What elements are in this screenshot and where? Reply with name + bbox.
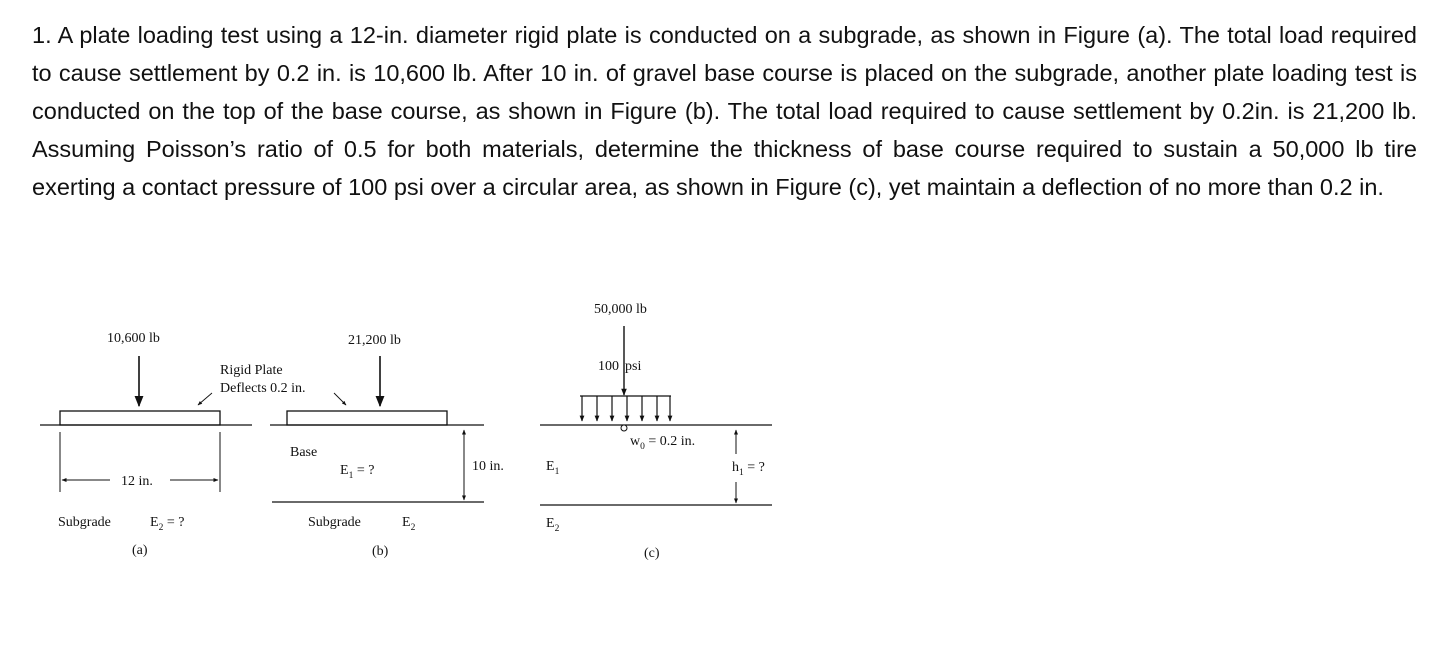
subgrade-a-label: Subgrade (58, 515, 111, 530)
rigid-plate-annotation (198, 363, 346, 405)
rigid-plate-label: Rigid Plate (220, 363, 283, 378)
e2-a-label: $E_2$ = ? (150, 515, 185, 533)
subgrade-b-label: Subgrade (308, 515, 361, 530)
rigid-plate-b (287, 411, 447, 425)
e1-c-label: $E_1$ (546, 459, 560, 477)
e1-b-label: $E_1$ = ? (340, 463, 375, 481)
pointer-to-plate-a (198, 393, 212, 405)
pressure-label: 100 psi (598, 359, 642, 374)
deflects-label: Deflects 0.2 in. (220, 381, 306, 396)
pressure-arrows (582, 396, 670, 421)
caption-c: (c) (644, 546, 660, 561)
e2-c-label: $E_2$ (546, 516, 560, 534)
e2-b-label: $E_2$ (402, 515, 416, 533)
base-label: Base (290, 445, 318, 460)
deflection-point (621, 425, 627, 431)
load-a-label: 10,600 lb (107, 331, 160, 346)
diameter-label: 12 in. (121, 474, 153, 489)
rigid-plate-a (60, 411, 220, 425)
pointer-to-plate-b (334, 393, 346, 405)
caption-b: (b) (372, 544, 389, 559)
figure-b (270, 333, 504, 559)
load-c-label: 50,000 lb (594, 302, 647, 317)
deflection-label: $w_0 = 0.2$ in. (630, 434, 696, 452)
thickness-b-label: 10 in. (472, 459, 504, 474)
problem-statement: 1. A plate loading test using a 12-in. diameter rigid plate is conducted on a subgrade, as shown in Figure (a). The total load required to cause settlement by 0.2 in. is 10,600 lb. After 10 in. of gravel base course is placed on the subgrade, another plate loading test is conducted on the top of the base course, as shown in Figure (b). The total load required to cause settlement by 0.2in. is 21,200 lb. Assuming Poisson’s ratio of 0.5 for both materials, determine the thickness of base course required to sustain a 50,000 lb tire exerting a contact pressure of 100 psi over a circular area, as shown in Figure (c), yet maintain a deflection of no more than 0.2 in. (32, 22, 1417, 200)
h1-label: $h_1$ = ? (732, 460, 765, 478)
load-b-label: 21,200 lb (348, 333, 401, 348)
caption-a: (a) (132, 543, 148, 558)
figure-c (540, 302, 772, 561)
